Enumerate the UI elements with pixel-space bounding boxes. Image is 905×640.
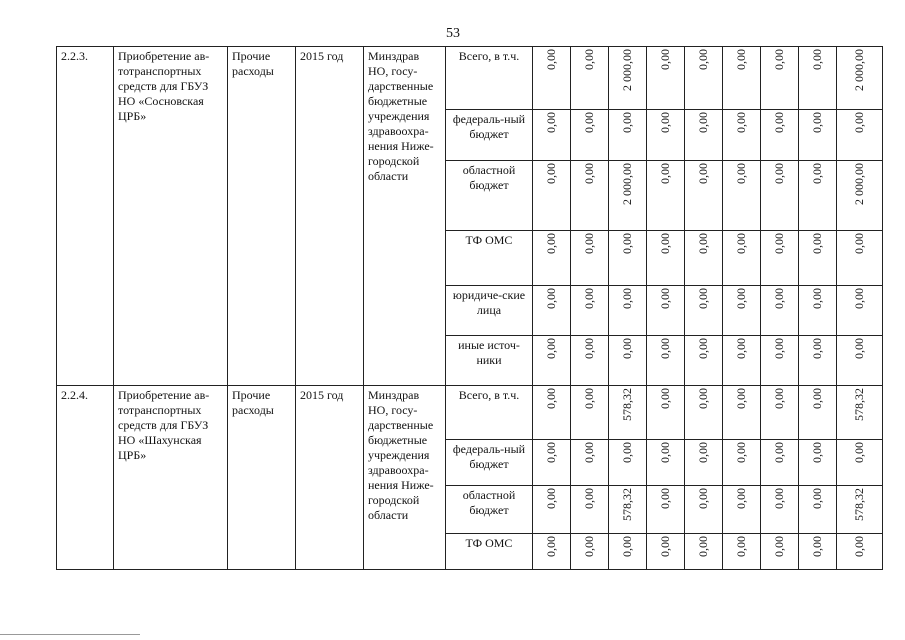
value-text: 0,00: [734, 288, 748, 309]
value-cell: [723, 534, 761, 570]
value-text: 0,00: [772, 288, 786, 309]
value-cell: [609, 486, 647, 534]
value-cell: [723, 286, 761, 336]
value-text: 0,00: [544, 338, 558, 359]
value-text: 0,00: [544, 49, 558, 70]
program-table: [56, 46, 883, 570]
value-text: 0,00: [620, 536, 634, 557]
value-cell: [685, 161, 723, 231]
value-cell: [685, 110, 723, 161]
value-cell: [533, 231, 571, 286]
value-text: 0,00: [696, 536, 710, 557]
value-cell: [723, 486, 761, 534]
value-cell: [685, 286, 723, 336]
value-cell: [647, 534, 685, 570]
value-text: 0,00: [852, 288, 866, 309]
value-text: 0,00: [810, 49, 824, 70]
value-cell: [609, 534, 647, 570]
value-cell: [571, 231, 609, 286]
value-cell: [533, 440, 571, 486]
table-body: [57, 47, 883, 570]
value-text: 0,00: [772, 536, 786, 557]
value-text: 0,00: [810, 536, 824, 557]
value-cell: [571, 47, 609, 110]
value-cell: [609, 440, 647, 486]
value-text: 0,00: [544, 163, 558, 184]
value-text: 0,00: [734, 488, 748, 509]
value-text: 0,00: [544, 112, 558, 133]
value-cell: [723, 47, 761, 110]
value-text: 0,00: [582, 536, 596, 557]
value-text: 0,00: [810, 338, 824, 359]
value-text: 578,32: [852, 388, 866, 421]
value-cell: [609, 161, 647, 231]
value-cell: [609, 286, 647, 336]
value-text: 0,00: [810, 442, 824, 463]
value-text: 0,00: [810, 112, 824, 133]
value-text: 0,00: [582, 488, 596, 509]
value-cell: [533, 161, 571, 231]
value-text: 0,00: [772, 338, 786, 359]
source-label-cell: юридиче-ские лица: [446, 286, 533, 336]
year-cell: 2015 год: [296, 47, 364, 386]
value-text: 0,00: [620, 288, 634, 309]
value-cell: [533, 486, 571, 534]
value-text: 2 000,00: [852, 163, 866, 205]
value-text: 0,00: [582, 442, 596, 463]
value-text: 0,00: [658, 112, 672, 133]
value-text: 0,00: [658, 442, 672, 463]
value-text: 0,00: [810, 163, 824, 184]
value-cell: [685, 534, 723, 570]
value-cell: [609, 336, 647, 386]
value-text: 0,00: [772, 163, 786, 184]
value-cell: [533, 47, 571, 110]
table-row: [57, 386, 883, 440]
value-text: 0,00: [696, 338, 710, 359]
value-cell: [761, 161, 799, 231]
value-text: 0,00: [696, 288, 710, 309]
source-label-cell: ТФ ОМС: [446, 534, 533, 570]
value-cell: [799, 534, 837, 570]
value-cell: [571, 486, 609, 534]
value-text: 0,00: [852, 233, 866, 254]
value-cell: [647, 47, 685, 110]
value-text: 0,00: [696, 163, 710, 184]
value-text: 0,00: [696, 488, 710, 509]
value-cell: [723, 231, 761, 286]
value-text: 0,00: [852, 112, 866, 133]
value-text: 0,00: [734, 442, 748, 463]
value-cell: [685, 336, 723, 386]
value-cell: [761, 286, 799, 336]
value-cell: [761, 231, 799, 286]
value-cell: [761, 47, 799, 110]
value-cell: [609, 386, 647, 440]
value-text: 0,00: [772, 488, 786, 509]
value-cell: [837, 110, 883, 161]
value-text: 0,00: [696, 112, 710, 133]
name-cell: Приобретение ав-тотранспортных средств для ГБУЗ НО «Сосновская ЦРБ»: [114, 47, 228, 386]
value-cell: [685, 440, 723, 486]
value-text: 0,00: [772, 388, 786, 409]
value-text: 0,00: [772, 442, 786, 463]
value-text: 0,00: [658, 288, 672, 309]
value-cell: [571, 286, 609, 336]
value-cell: [647, 440, 685, 486]
value-text: 2 000,00: [620, 163, 634, 205]
value-cell: [837, 286, 883, 336]
value-cell: [761, 486, 799, 534]
value-text: 0,00: [810, 233, 824, 254]
source-label-cell: областной бюджет: [446, 486, 533, 534]
value-text: 0,00: [544, 233, 558, 254]
value-text: 0,00: [734, 338, 748, 359]
value-cell: [837, 161, 883, 231]
value-text: 0,00: [696, 442, 710, 463]
value-cell: [761, 110, 799, 161]
value-cell: [799, 386, 837, 440]
value-text: 0,00: [772, 49, 786, 70]
expense-cell: Прочие расходы: [228, 47, 296, 386]
value-text: 578,32: [852, 488, 866, 521]
source-label-cell: Всего, в т.ч.: [446, 47, 533, 110]
value-cell: [761, 336, 799, 386]
value-text: 0,00: [544, 536, 558, 557]
value-cell: [533, 286, 571, 336]
value-cell: [837, 440, 883, 486]
value-text: 0,00: [658, 388, 672, 409]
source-label-cell: областной бюджет: [446, 161, 533, 231]
value-text: 0,00: [734, 388, 748, 409]
code-cell: 2.2.3.: [57, 47, 114, 386]
value-text: 0,00: [620, 112, 634, 133]
value-cell: [647, 486, 685, 534]
value-text: 0,00: [582, 112, 596, 133]
value-cell: [533, 534, 571, 570]
value-cell: [837, 336, 883, 386]
name-cell: Приобретение ав-тотранспортных средств для ГБУЗ НО «Шахунская ЦРБ»: [114, 386, 228, 570]
value-text: 0,00: [772, 233, 786, 254]
value-cell: [837, 386, 883, 440]
value-text: 0,00: [658, 163, 672, 184]
value-text: 578,32: [620, 388, 634, 421]
value-text: 0,00: [696, 49, 710, 70]
value-cell: [723, 161, 761, 231]
value-cell: [723, 386, 761, 440]
value-text: 0,00: [658, 49, 672, 70]
code-cell: 2.2.4.: [57, 386, 114, 570]
value-text: 0,00: [696, 233, 710, 254]
value-cell: [799, 161, 837, 231]
value-text: 0,00: [658, 536, 672, 557]
value-cell: [685, 231, 723, 286]
value-text: 0,00: [620, 442, 634, 463]
value-text: 0,00: [772, 112, 786, 133]
value-cell: [647, 110, 685, 161]
value-text: 0,00: [810, 388, 824, 409]
value-cell: [723, 110, 761, 161]
source-label-cell: федераль-ный бюджет: [446, 110, 533, 161]
table-row: [57, 47, 883, 110]
value-cell: [723, 440, 761, 486]
value-cell: [799, 110, 837, 161]
value-text: 0,00: [582, 388, 596, 409]
value-cell: [647, 386, 685, 440]
value-text: 0,00: [544, 488, 558, 509]
value-text: 2 000,00: [620, 49, 634, 91]
value-cell: [685, 47, 723, 110]
value-cell: [533, 386, 571, 440]
value-cell: [837, 47, 883, 110]
value-cell: [799, 47, 837, 110]
value-text: 0,00: [582, 233, 596, 254]
value-cell: [609, 47, 647, 110]
value-cell: [799, 486, 837, 534]
expense-cell: Прочие расходы: [228, 386, 296, 570]
value-text: 0,00: [582, 338, 596, 359]
value-cell: [799, 336, 837, 386]
year-cell: 2015 год: [296, 386, 364, 570]
value-cell: [837, 231, 883, 286]
value-cell: [571, 440, 609, 486]
executor-cell: Минздрав НО, госу-дарственные бюджетные учреждения здравоохра-нения Ниже-городской области: [364, 386, 446, 570]
value-text: 0,00: [582, 288, 596, 309]
value-text: 0,00: [852, 338, 866, 359]
value-text: 0,00: [734, 233, 748, 254]
value-text: 0,00: [852, 442, 866, 463]
value-text: 0,00: [620, 338, 634, 359]
value-text: 0,00: [658, 338, 672, 359]
source-label-cell: Всего, в т.ч.: [446, 386, 533, 440]
value-cell: [837, 486, 883, 534]
value-cell: [685, 486, 723, 534]
executor-cell: Минздрав НО, госу-дарственные бюджетные учреждения здравоохра-нения Ниже-городской области: [364, 47, 446, 386]
value-cell: [761, 440, 799, 486]
value-cell: [609, 110, 647, 161]
value-cell: [533, 336, 571, 386]
value-cell: [799, 231, 837, 286]
page-number: 53: [446, 26, 460, 41]
value-cell: [799, 286, 837, 336]
source-label-cell: иные источ-ники: [446, 336, 533, 386]
value-cell: [647, 161, 685, 231]
value-cell: [647, 286, 685, 336]
value-text: 0,00: [658, 233, 672, 254]
value-cell: [571, 110, 609, 161]
value-cell: [571, 534, 609, 570]
value-cell: [685, 386, 723, 440]
value-text: 0,00: [658, 488, 672, 509]
value-cell: [571, 336, 609, 386]
value-cell: [723, 336, 761, 386]
value-cell: [571, 161, 609, 231]
value-cell: [647, 336, 685, 386]
value-text: 0,00: [852, 536, 866, 557]
source-label-cell: федераль-ный бюджет: [446, 440, 533, 486]
value-cell: [647, 231, 685, 286]
value-text: 0,00: [544, 288, 558, 309]
value-cell: [609, 231, 647, 286]
value-text: 0,00: [810, 488, 824, 509]
value-text: 0,00: [582, 49, 596, 70]
value-cell: [571, 386, 609, 440]
value-text: 0,00: [620, 233, 634, 254]
value-cell: [761, 386, 799, 440]
value-text: 0,00: [734, 536, 748, 557]
scan-artifact-line: [0, 634, 140, 635]
value-text: 0,00: [544, 388, 558, 409]
value-cell: [837, 534, 883, 570]
value-text: 578,32: [620, 488, 634, 521]
value-cell: [533, 110, 571, 161]
value-text: 0,00: [734, 112, 748, 133]
value-text: 0,00: [696, 388, 710, 409]
value-cell: [761, 534, 799, 570]
value-text: 0,00: [810, 288, 824, 309]
value-text: 0,00: [734, 49, 748, 70]
value-text: 0,00: [544, 442, 558, 463]
value-cell: [799, 440, 837, 486]
source-label-cell: ТФ ОМС: [446, 231, 533, 286]
value-text: 0,00: [734, 163, 748, 184]
value-text: 2 000,00: [852, 49, 866, 91]
value-text: 0,00: [582, 163, 596, 184]
